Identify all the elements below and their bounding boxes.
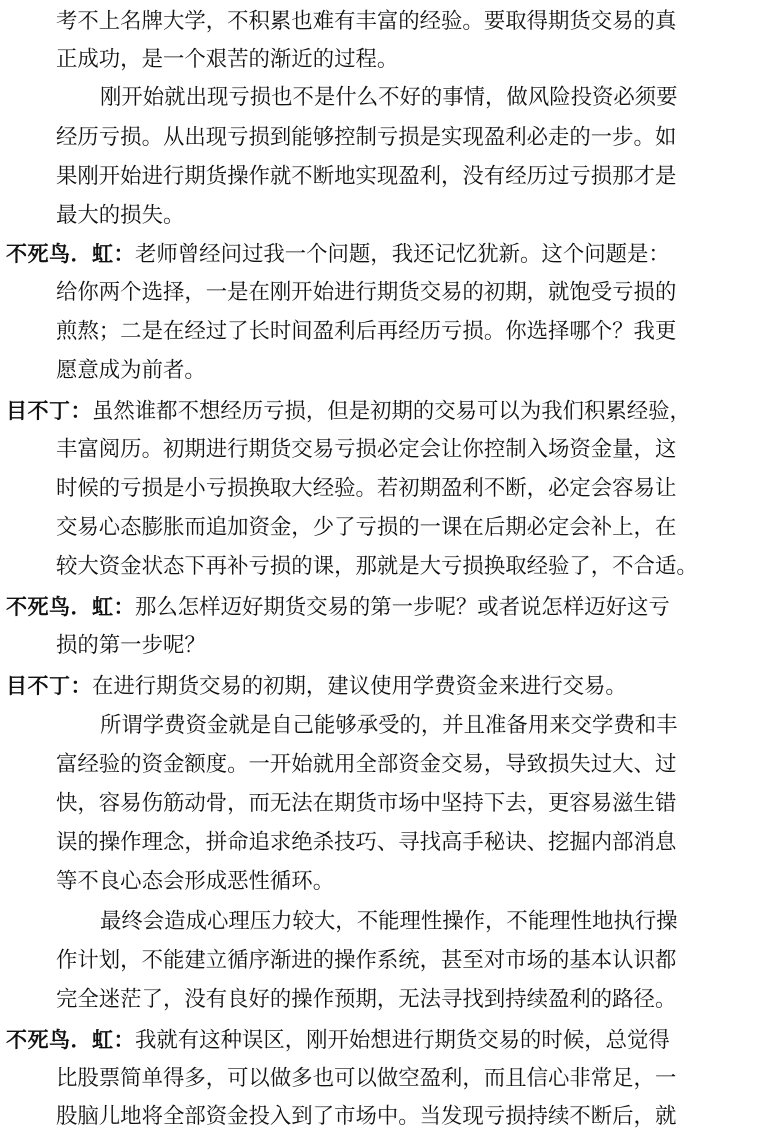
line-text: 给你两个选择，一是在刚开始进行期货交易的初期，就饱受亏损的 xyxy=(56,280,677,305)
line-text: 果刚开始进行期货操作就不断地实现盈利，没有经历过亏损那才是 xyxy=(56,164,677,189)
line-text: 等不良心态会形成恶性循环。 xyxy=(56,869,335,894)
text-line xyxy=(0,351,758,391)
dialogue-line xyxy=(0,587,758,627)
line-text: 富经验的资金额度。一开始就用全部资金交易，导致损失过大、过 xyxy=(56,752,677,777)
line-text: 较大资金状态下再补亏损的课，那就是大亏损换取经验了，不合适。 xyxy=(56,554,698,579)
text-line xyxy=(0,430,758,470)
text-line xyxy=(0,312,758,352)
speaker-name: 不死鸟．虹： xyxy=(6,242,135,266)
line-text: 快，容易伤筋动骨，而无法在期货市场中坚持下去，更容易滋生错 xyxy=(56,791,677,816)
text-line xyxy=(0,273,758,313)
line-text: 老师曾经问过我一个问题，我还记忆犹新。这个问题是： xyxy=(135,242,670,267)
line-text: 最终会造成心理压力较大，不能理性操作，不能理性地执行操 xyxy=(100,909,678,934)
text-line xyxy=(0,118,758,158)
line-text: 最大的损失。 xyxy=(56,203,185,228)
text-line xyxy=(0,40,758,80)
text-line xyxy=(0,547,758,587)
line-text: 所谓学费资金就是自己能够承受的，并且准备用来交学费和丰 xyxy=(100,713,678,738)
paragraph-first-line xyxy=(0,902,758,942)
paragraph-first-line xyxy=(0,78,758,118)
line-text: 愿意成为前者。 xyxy=(56,358,206,383)
text-line xyxy=(0,1059,758,1099)
dialogue-line xyxy=(0,234,758,274)
line-text: 刚开始就出现亏损也不是什么不好的事情，做风险投资必须要 xyxy=(100,85,678,110)
line-text: 经历亏损。从出现亏损到能够控制亏损是实现盈利必走的一步。如 xyxy=(56,125,677,150)
dialogue-line xyxy=(0,666,758,706)
line-text: 虽然谁都不想经历亏损，但是初期的交易可以为我们积累经验， xyxy=(92,399,691,424)
speaker-name: 不死鸟．虹： xyxy=(6,595,135,619)
line-text: 股脑儿地将全部资金投入到了市场中。当发现亏损持续不断后，就 xyxy=(56,1104,677,1129)
speaker-name: 目不丁： xyxy=(6,399,92,423)
paragraph-first-line xyxy=(0,706,758,746)
text-line xyxy=(0,1097,758,1137)
text-line xyxy=(0,626,758,666)
line-text: 煎熬；二是在经过了长时间盈利后再经历亏损。你选择哪个？我更 xyxy=(56,319,677,344)
line-text: 丰富阅历。初期进行期货交易亏损必定会让你控制入场资金量，这 xyxy=(56,437,677,462)
text-line xyxy=(0,157,758,197)
text-line xyxy=(0,508,758,548)
line-text: 考不上名牌大学，不积累也难有丰富的经验。要取得期货交易的真 xyxy=(56,9,677,34)
line-text: 时候的亏损是小亏损换取大经验。若初期盈利不断，必定会容易让 xyxy=(56,476,677,501)
speaker-name: 目不丁： xyxy=(6,674,92,698)
dialogue-line xyxy=(0,391,758,431)
text-line xyxy=(0,941,758,981)
text-line xyxy=(0,980,758,1020)
text-line xyxy=(0,2,758,42)
text-line xyxy=(0,196,758,236)
line-text: 我就有这种误区，刚开始想进行期货交易的时候，总觉得 xyxy=(135,1028,670,1053)
text-line xyxy=(0,745,758,785)
line-text: 在进行期货交易的初期，建议使用学费资金来进行交易。 xyxy=(92,674,627,699)
line-text: 作计划，不能建立循序渐进的操作系统，甚至对市场的基本认识都 xyxy=(56,948,677,973)
line-text: 比股票简单得多，可以做多也可以做空盈利，而且信心非常足，一 xyxy=(56,1066,677,1091)
line-text: 完全迷茫了，没有良好的操作预期，无法寻找到持续盈利的路径。 xyxy=(56,987,677,1012)
speaker-name: 不死鸟．虹： xyxy=(6,1028,135,1052)
dialogue-line xyxy=(0,1020,758,1060)
line-text: 那么怎样迈好期货交易的第一步呢？或者说怎样迈好这亏 xyxy=(135,595,670,620)
line-text: 交易心态膨胀而追加资金，少了亏损的一课在后期必定会补上，在 xyxy=(56,515,677,540)
text-line xyxy=(0,469,758,509)
text-line xyxy=(0,784,758,824)
text-line xyxy=(0,823,758,863)
line-text: 误的操作理念，拼命追求绝杀技巧、寻找高手秘诀、挖掘内部消息 xyxy=(56,830,677,855)
line-text: 正成功，是一个艰苦的渐近的过程。 xyxy=(56,47,399,72)
line-text: 损的第一步呢？ xyxy=(56,633,206,658)
text-line xyxy=(0,862,758,902)
